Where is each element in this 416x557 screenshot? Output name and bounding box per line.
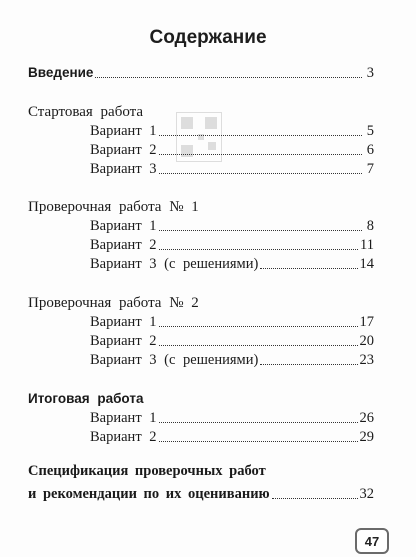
leader-dots (159, 345, 358, 346)
toc-page-number: 8 (366, 218, 374, 234)
toc-entry[interactable] (90, 236, 374, 254)
toc-entry-label: Вариант 1 (90, 218, 157, 234)
toc-entry-label: Вариант 1 (90, 410, 157, 426)
toc-entry-label: и рекомендации по их оцениванию (28, 486, 270, 502)
toc-entry-label: Вариант 2 (90, 333, 157, 349)
leader-dots (159, 154, 362, 155)
leader-dots (159, 173, 362, 174)
toc-entry-label: Вариант 1 (90, 123, 157, 139)
section-heading-check-2: Проверочная работа № 2 (28, 295, 199, 311)
toc-entry[interactable] (90, 351, 374, 369)
toc-entry-label: Введение (28, 65, 94, 80)
page-number-badge: 47 (355, 528, 389, 554)
leader-dots (159, 230, 362, 231)
leader-dots (159, 135, 362, 136)
toc-page-number: 3 (366, 65, 374, 81)
section-heading-check-1: Проверочная работа № 1 (28, 199, 199, 215)
toc-entry-label: Вариант 2 (90, 237, 157, 253)
toc-entry-label: Вариант 2 (90, 429, 157, 445)
toc-page-number: 26 (359, 410, 374, 426)
toc-page-number: 5 (366, 123, 374, 139)
page-title: Содержание (149, 27, 267, 48)
toc-entry-label: Вариант 3 (90, 161, 157, 177)
toc-entry[interactable] (90, 160, 374, 178)
toc-page-number: 23 (359, 352, 374, 368)
toc-page-number: 11 (360, 237, 374, 253)
toc-entry[interactable] (90, 313, 374, 331)
leader-dots (260, 364, 357, 365)
toc-page-number: 14 (359, 256, 374, 272)
leader-dots (260, 268, 357, 269)
leader-dots (159, 441, 358, 442)
toc-entry[interactable] (90, 217, 374, 235)
toc-entry[interactable] (90, 332, 374, 350)
toc-entry-label: Вариант 2 (90, 142, 157, 158)
toc-entry-label: Вариант 3 (с решениями) (90, 256, 259, 272)
leader-dots (272, 498, 358, 499)
leader-dots (159, 249, 359, 250)
toc-page-number: 20 (359, 333, 374, 349)
toc-page-number: 6 (366, 142, 374, 158)
toc-entry[interactable] (90, 409, 374, 427)
toc-page-number: 32 (359, 486, 374, 502)
toc-entry-specification[interactable] (28, 485, 374, 503)
toc-page-number: 17 (359, 314, 374, 330)
toc-entry[interactable] (90, 255, 374, 273)
toc-entry-label: Вариант 3 (с решениями) (90, 352, 259, 368)
toc-entry[interactable] (90, 122, 374, 140)
section-heading-start: Стартовая работа (28, 104, 144, 120)
leader-dots (95, 77, 362, 78)
specification-title-line: Спецификация проверочных работ (28, 463, 266, 479)
toc-entry[interactable] (90, 428, 374, 446)
toc-page-number: 29 (359, 429, 374, 445)
section-heading-final: Итоговая работа (28, 391, 144, 406)
leader-dots (159, 422, 358, 423)
toc-entry-label: Вариант 1 (90, 314, 157, 330)
toc-entry[interactable] (90, 141, 374, 159)
toc-page-number: 7 (366, 161, 374, 177)
toc-entry-intro[interactable] (28, 64, 374, 82)
leader-dots (159, 326, 358, 327)
